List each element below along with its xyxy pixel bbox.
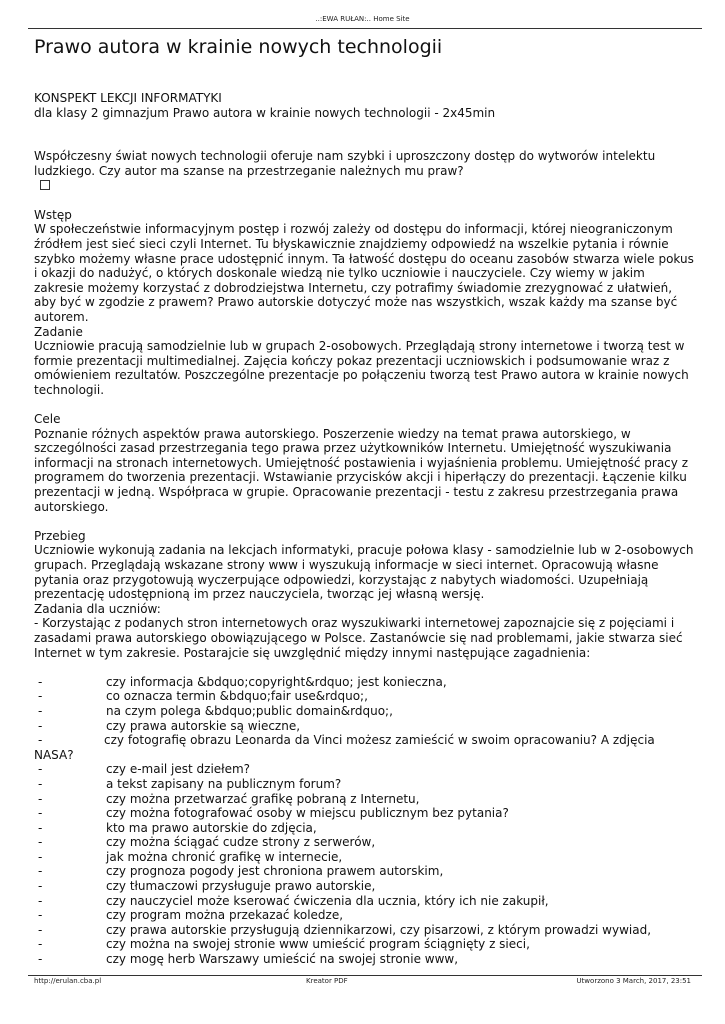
list-dash: - (38, 937, 43, 952)
list-dash: - (38, 893, 43, 908)
list-item-text: czy mogę herb Warszawy umieścić na swojej stronie www, (106, 952, 459, 967)
tasks-heading: Zadania dla uczniów: (34, 601, 161, 616)
list-item-text: czy program można przekazać koledze, (106, 908, 344, 923)
zadanie-heading: Zadanie (34, 324, 83, 339)
list-item (34, 777, 694, 792)
list-dash: - (38, 776, 43, 791)
list-item-text: czy tłumaczowi przysługuje prawo autorskie, (106, 879, 376, 894)
site-label: ..:EWA RUŁAN:.. Home Site (315, 15, 410, 23)
list-item-text: czy prawa autorskie przysługują dziennikarzowi, czy pisarzowi, z którym prowadzi wywiad, (106, 922, 652, 937)
question-list (34, 675, 694, 967)
list-dash: - (38, 922, 43, 937)
spacer (34, 193, 694, 208)
list-item (34, 689, 694, 704)
list-item (34, 675, 694, 690)
wstep-paragraph: W społeczeństwie informacyjnym postęp i rozwój zależy od dostępu do informacji, której nieograniczonym źródłem jest sieć sieci czyli Internet. Tu błyskawicznie znajdziemy odpowiedź na wszelkie pytania i równie szybko możemy własne prace udostępnić innym. Ta łatwość dostępu do oceanu zasobów stwarza wiele pokus i okazji do nadużyć, o których doskonale wiedzą nie tylko uczniowie i nauczyciele. Czy wiemy w jakim zakresie możemy korzystać z dobrodziejstwa Internetu, czy potrafimy świadomie zrezygnować z ułatwień, aby być w zgodzie z prawem? Prawo autorskie dotyczyć może nas wszystkich, wszak każdy ma szanse być autorem. (34, 222, 694, 324)
list-item (34, 850, 694, 865)
list-dash: - (38, 674, 43, 689)
list-dash: - (38, 791, 43, 806)
footer-created-date: Utworzono 3 March, 2017, 23:51 (576, 977, 691, 985)
przebieg-paragraph: Uczniowie wykonują zadania na lekcjach informatyki, pracuje połowa klasy - samodzielnie lub w 2-osobowych grupach. Przeglądają wskazane strony www i wyszukują informacje w sieci internet. Opracowują własne pytania oraz przygotowują wyczerpujące odpowiedzi, korzystając z nabytych wiadomości. Uzupełniają prezentację udostępnioną im przez nauczyciela, tworząc jej własną wersję. (34, 543, 694, 602)
list-item-text: co oznacza termin &bdquo;fair use&rdquo;, (106, 689, 368, 704)
list-item (34, 879, 694, 894)
list-item (34, 835, 694, 850)
list-item (34, 806, 694, 821)
footer-url-link[interactable]: http://erulan.cba.pl (34, 977, 102, 985)
list-dash: - (38, 835, 43, 850)
list-dash: - (38, 703, 43, 718)
list-item-text: czy można ściągać cudze strony z serwerów, (106, 835, 376, 850)
page-title: Prawo autora w krainie nowych technologii (34, 36, 443, 58)
list-item (34, 719, 694, 734)
list-item-text: kto ma prawo autorskie do zdjęcia, (106, 820, 317, 835)
list-item-text: czy można na swojej stronie www umieścić program ściągnięty z sieci, (106, 937, 530, 952)
list-item (34, 864, 694, 879)
list-dash: - (38, 820, 43, 835)
list-dash: - (38, 733, 43, 748)
list-item-text: czy fotografię obrazu Leonarda da Vinci możesz zamieścić w swoim opracowaniu? A zdjęcia NASA? (34, 733, 655, 762)
list-item (34, 733, 694, 762)
list-dash: - (38, 806, 43, 821)
list-item (34, 908, 694, 923)
list-item (34, 937, 694, 952)
spacer (34, 660, 694, 675)
list-dash: - (38, 718, 43, 733)
list-dash: - (38, 879, 43, 894)
list-item-text: jak można chronić grafikę w internecie, (106, 849, 343, 864)
spacer (34, 397, 694, 412)
article-body (34, 91, 694, 967)
list-item-text: a tekst zapisany na publicznym forum? (106, 776, 342, 791)
list-dash: - (38, 952, 43, 967)
list-dash: - (38, 762, 43, 777)
spacer (34, 135, 694, 150)
list-item-text: czy informacja &bdquo;copyright&rdquo; jest konieczna, (106, 674, 447, 689)
wstep-heading: Wstęp (34, 207, 72, 222)
spacer (34, 120, 694, 135)
intro-paragraph: Współczesny świat nowych technologii oferuje nam szybki i uproszczony dostęp do wytworów intelektu ludzkiego. Czy autor ma szanse na przestrzeganie należnych mu praw? (34, 149, 656, 178)
list-item (34, 762, 694, 777)
spacer (34, 514, 694, 529)
footer-generator: Kreator PDF (306, 977, 348, 985)
list-item-text: czy nauczyciel może kserować ćwiczenia dla ucznia, który ich nie zakupił, (106, 893, 549, 908)
list-item-text: czy prognoza pogody jest chroniona prawem autorskim, (106, 864, 444, 879)
list-item-text: czy e-mail jest dziełem? (106, 762, 251, 777)
konspekt-subheading: dla klasy 2 gimnazjum Prawo autora w krainie nowych technologii - 2x45min (34, 105, 496, 120)
page-header (0, 15, 725, 23)
list-item (34, 894, 694, 909)
list-dash: - (38, 864, 43, 879)
list-item (34, 952, 694, 967)
intro-checkbox-row (34, 179, 694, 194)
list-item-text: czy można fotografować osoby w miejscu publicznym bez pytania? (106, 806, 509, 821)
list-item (34, 923, 694, 938)
task-intro: - Korzystając z podanych stron internetowych oraz wyszukiwarki internetowej zapoznajcie się z pojęciami i zasadami prawa autorskiego obowiązującego w Polsce. Zastanówcie się nad problemami, jakie stwarza sieć Internet w tym zakresie. Postarajcie się uwzględnić między innymi następujące zagadnienia: (34, 616, 683, 660)
list-item-text: czy prawa autorskie są wieczne, (106, 718, 301, 733)
checkbox-icon (40, 180, 50, 190)
cele-heading: Cele (34, 412, 61, 427)
list-item-text: na czym polega &bdquo;public domain&rdquo;, (106, 703, 393, 718)
przebieg-heading: Przebieg (34, 528, 86, 543)
header-divider (28, 28, 702, 29)
list-dash: - (38, 908, 43, 923)
list-item (34, 704, 694, 719)
list-dash: - (38, 689, 43, 704)
list-item-text: czy można przetwarzać grafikę pobraną z Internetu, (106, 791, 420, 806)
zadanie-paragraph: Uczniowie pracują samodzielnie lub w grupach 2-osobowych. Przeglądają strony internetowe i tworzą test w formie prezentacji multimedialnej. Zajęcia kończy pokaz prezentacji uczniowskich i podsumowanie wraz z omówieniem rezultatów. Poszczególne prezentacje po połączeniu tworzą test Prawo autora w krainie nowych technologii. (34, 339, 689, 397)
footer-divider (28, 975, 702, 976)
list-item (34, 792, 694, 807)
list-dash: - (38, 849, 43, 864)
cele-paragraph: Poznanie różnych aspektów prawa autorskiego. Poszerzenie wiedzy na temat prawa autorskiego, w szczególności zasad przestrzegania tego prawa przez użytkowników Internetu. Umiejętność wyszukiwania informacji na stronach internetowych. Umiejętność postawienia i wyjaśnienia problemu. Umiejętność pracy z programem do tworzenia prezentacji. Wstawianie przycisków akcji i hiperłączy do prezentacji. Łączenie kilku prezentacji w jedną. Współpraca w grupie. Opracowanie prezentacji - testu z zakresu przestrzegania prawa autorskiego. (34, 426, 688, 514)
list-item (34, 821, 694, 836)
konspekt-heading: KONSPEKT LEKCJI INFORMATYKI (34, 91, 222, 105)
